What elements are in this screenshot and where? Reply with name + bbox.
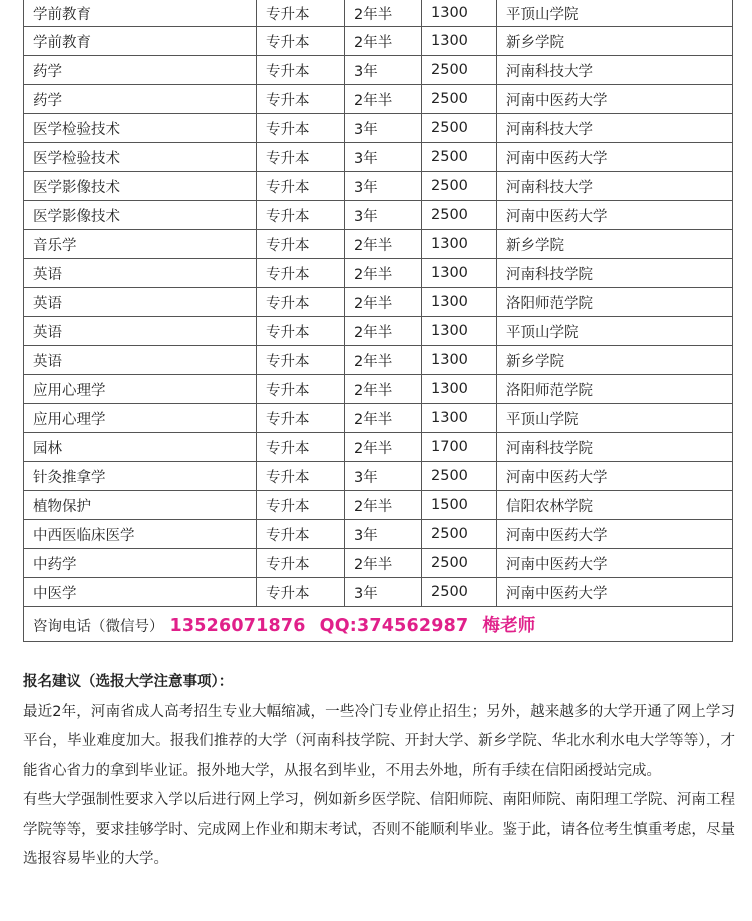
duration-cell: 2年半 (345, 549, 422, 578)
major-cell: 应用心理学 (24, 375, 257, 404)
table-row (24, 520, 733, 549)
program-table-body (24, 0, 733, 642)
table-row (24, 404, 733, 433)
major-cell: 医学影像技术 (24, 201, 257, 230)
fee-cell: 2500 (422, 201, 497, 230)
university-cell: 河南科技学院 (497, 259, 733, 288)
fee-cell: 2500 (422, 578, 497, 607)
major-cell: 针灸推拿学 (24, 462, 257, 491)
level-cell: 专升本 (257, 288, 345, 317)
major-cell: 英语 (24, 317, 257, 346)
duration-cell: 3年 (345, 520, 422, 549)
notes-heading: 报名建议（选报大学注意事项）： (23, 674, 234, 690)
level-cell: 专升本 (257, 27, 345, 56)
contact-label: 咨询电话（微信号） (33, 618, 164, 635)
major-cell: 医学检验技术 (24, 143, 257, 172)
duration-cell: 2年半 (345, 0, 422, 27)
duration-cell: 3年 (345, 201, 422, 230)
duration-cell: 3年 (345, 578, 422, 607)
major-cell: 药学 (24, 85, 257, 114)
university-cell: 平顶山学院 (497, 0, 733, 27)
table-row (24, 578, 733, 607)
table-row (24, 317, 733, 346)
university-cell: 河南科技学院 (497, 433, 733, 462)
duration-cell: 3年 (345, 143, 422, 172)
fee-cell: 1300 (422, 404, 497, 433)
fee-cell: 2500 (422, 85, 497, 114)
duration-cell: 2年半 (345, 433, 422, 462)
duration-cell: 2年半 (345, 259, 422, 288)
duration-cell: 2年半 (345, 317, 422, 346)
fee-cell: 1300 (422, 288, 497, 317)
table-row (24, 375, 733, 404)
fee-cell: 2500 (422, 172, 497, 201)
university-cell: 洛阳师范学院 (497, 288, 733, 317)
level-cell: 专升本 (257, 114, 345, 143)
level-cell: 专升本 (257, 346, 345, 375)
level-cell: 专升本 (257, 375, 345, 404)
university-cell: 河南中医药大学 (497, 143, 733, 172)
table-row (24, 288, 733, 317)
contact-teacher: 梅老师 (482, 615, 536, 636)
major-cell: 中药学 (24, 549, 257, 578)
duration-cell: 3年 (345, 172, 422, 201)
fee-cell: 1300 (422, 0, 497, 27)
university-cell: 新乡学院 (497, 27, 733, 56)
duration-cell: 3年 (345, 114, 422, 143)
university-cell: 河南中医药大学 (497, 578, 733, 607)
major-cell: 学前教育 (24, 27, 257, 56)
duration-cell: 2年半 (345, 404, 422, 433)
table-row (24, 346, 733, 375)
level-cell: 专升本 (257, 56, 345, 85)
duration-cell: 2年半 (345, 375, 422, 404)
major-cell: 英语 (24, 288, 257, 317)
table-row (24, 0, 733, 27)
table-row (24, 201, 733, 230)
major-cell: 医学影像技术 (24, 172, 257, 201)
university-cell: 河南科技大学 (497, 56, 733, 85)
university-cell: 洛阳师范学院 (497, 375, 733, 404)
university-cell: 新乡学院 (497, 346, 733, 375)
notes-paragraph-1: 最近2年，河南省成人高考招生专业大幅缩减，一些冷门专业停止招生；另外，越来越多的大学开通了网上学习平台，毕业难度加大。报我们推荐的大学（河南科技学院、开封大学、新乡学院、华北水利水电大学等等），才能省心省力的拿到毕业证。报外地大学，从报名到毕业，不用去外地，所有手续在信阳函授站完成。 (23, 703, 735, 779)
table-row (24, 172, 733, 201)
major-cell: 园林 (24, 433, 257, 462)
university-cell: 信阳农林学院 (497, 491, 733, 520)
contact-phone: 13526071876 (169, 615, 306, 636)
contact-info (170, 616, 550, 636)
level-cell: 专升本 (257, 491, 345, 520)
level-cell: 专升本 (257, 259, 345, 288)
table-row (24, 433, 733, 462)
table-row (24, 114, 733, 143)
table-row (24, 56, 733, 85)
major-cell: 中西医临床医学 (24, 520, 257, 549)
university-cell: 河南中医药大学 (497, 549, 733, 578)
major-cell: 医学检验技术 (24, 114, 257, 143)
university-cell: 河南中医药大学 (497, 85, 733, 114)
fee-cell: 1300 (422, 375, 497, 404)
table-row (24, 259, 733, 288)
duration-cell: 2年半 (345, 288, 422, 317)
university-cell: 河南中医药大学 (497, 520, 733, 549)
level-cell: 专升本 (257, 433, 345, 462)
duration-cell: 2年半 (345, 85, 422, 114)
level-cell: 专升本 (257, 520, 345, 549)
fee-cell: 2500 (422, 56, 497, 85)
major-cell: 应用心理学 (24, 404, 257, 433)
level-cell: 专升本 (257, 85, 345, 114)
major-cell: 英语 (24, 259, 257, 288)
major-cell: 药学 (24, 56, 257, 85)
fee-cell: 2500 (422, 549, 497, 578)
fee-cell: 2500 (422, 143, 497, 172)
contact-row (24, 607, 733, 642)
major-cell: 中医学 (24, 578, 257, 607)
table-row (24, 230, 733, 259)
program-table (23, 0, 733, 642)
fee-cell: 1300 (422, 317, 497, 346)
level-cell: 专升本 (257, 0, 345, 27)
registration-notes (23, 668, 735, 875)
university-cell: 平顶山学院 (497, 317, 733, 346)
level-cell: 专升本 (257, 578, 345, 607)
fee-cell: 2500 (422, 520, 497, 549)
university-cell: 平顶山学院 (497, 404, 733, 433)
major-cell: 英语 (24, 346, 257, 375)
fee-cell: 1300 (422, 346, 497, 375)
notes-paragraph-2: 有些大学强制性要求入学以后进行网上学习，例如新乡医学院、信阳师院、南阳师院、南阳理工学院、河南工程学院等等，要求挂够学时、完成网上作业和期末考试，否则不能顺利毕业。鉴于此，请各位考生慎重考虑，尽量选报容易毕业的大学。 (23, 792, 735, 867)
contact-qq: QQ:374562987 (319, 615, 469, 636)
fee-cell: 1300 (422, 27, 497, 56)
university-cell: 河南科技大学 (497, 114, 733, 143)
fee-cell: 1700 (422, 433, 497, 462)
level-cell: 专升本 (257, 317, 345, 346)
duration-cell: 2年半 (345, 491, 422, 520)
level-cell: 专升本 (257, 201, 345, 230)
university-cell: 河南中医药大学 (497, 462, 733, 491)
fee-cell: 1300 (422, 230, 497, 259)
level-cell: 专升本 (257, 462, 345, 491)
university-cell: 河南中医药大学 (497, 201, 733, 230)
major-cell: 音乐学 (24, 230, 257, 259)
major-cell: 学前教育 (24, 0, 257, 27)
table-row (24, 462, 733, 491)
level-cell: 专升本 (257, 143, 345, 172)
duration-cell: 2年半 (345, 230, 422, 259)
fee-cell: 2500 (422, 114, 497, 143)
fee-cell: 1300 (422, 259, 497, 288)
fee-cell: 1500 (422, 491, 497, 520)
table-row (24, 491, 733, 520)
university-cell: 河南科技大学 (497, 172, 733, 201)
duration-cell: 2年半 (345, 27, 422, 56)
fee-cell: 2500 (422, 462, 497, 491)
table-row (24, 27, 733, 56)
table-row (24, 549, 733, 578)
level-cell: 专升本 (257, 172, 345, 201)
level-cell: 专升本 (257, 404, 345, 433)
level-cell: 专升本 (257, 549, 345, 578)
major-cell: 植物保护 (24, 491, 257, 520)
duration-cell: 3年 (345, 462, 422, 491)
contact-cell (24, 607, 733, 642)
table-row (24, 85, 733, 114)
university-cell: 新乡学院 (497, 230, 733, 259)
level-cell: 专升本 (257, 230, 345, 259)
table-row (24, 143, 733, 172)
duration-cell: 3年 (345, 56, 422, 85)
duration-cell: 2年半 (345, 346, 422, 375)
